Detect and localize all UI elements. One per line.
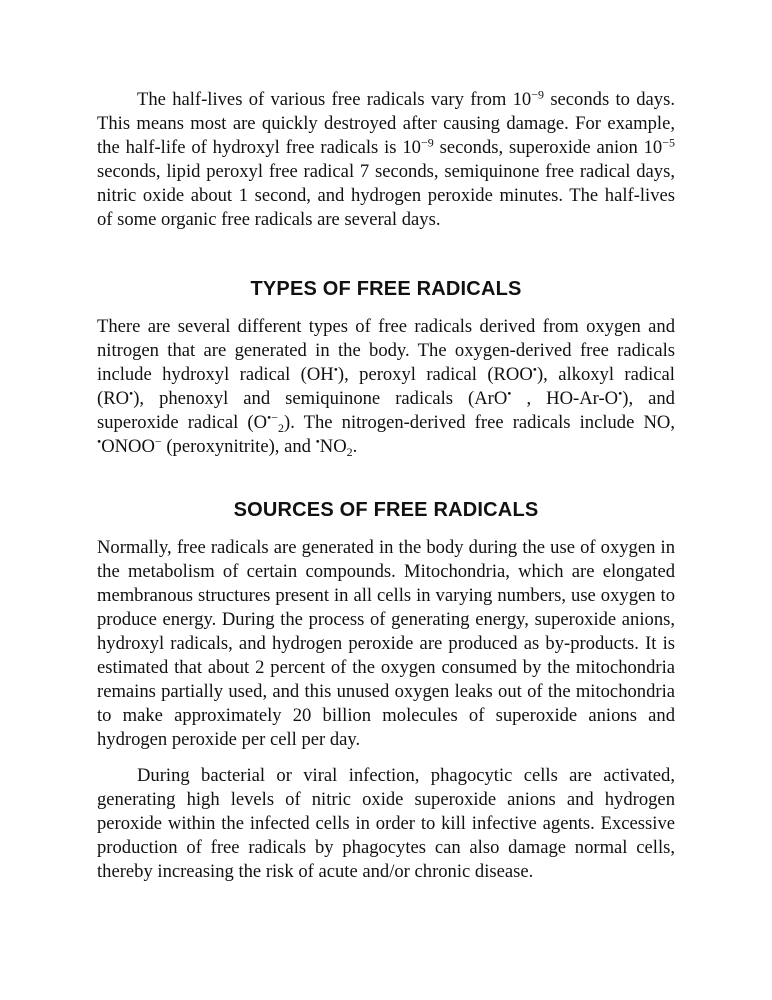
text-run: .	[352, 436, 358, 457]
paragraph-infection: During bacterial or viral infection, phagocytic cells are activated, generating high levels of nitric oxide superoxide anions and hydrogen peroxide within the infected cells in order to kill infective agents. Excessive production of free radicals by phagocytes can also damage normal cells, thereby increasing the risk of acute and/or chronic disease.	[97, 765, 675, 882]
text-run: ), peroxyl radical (ROO	[337, 364, 533, 385]
subscript: 2	[346, 445, 353, 460]
radical-dot: •	[315, 434, 320, 449]
text-run: ), phenoxyl and semiquinone radicals (ArO	[133, 388, 508, 409]
document-page	[97, 88, 675, 884]
radical-dot: •	[97, 434, 102, 449]
text-run: ONOO	[101, 436, 155, 457]
text-run: ), and superoxide radical (O	[97, 388, 675, 433]
text-run: seconds to days. This means most are quickly destroyed after causing damage. For example, the half-life of hydroxyl free radicals is 10	[97, 89, 675, 158]
text-run: There are several different types of free radicals derived from oxygen and nitrogen that are generated in the body. The oxygen-derived free radicals include hydroxyl radical (OH	[97, 316, 675, 385]
paragraph-types	[97, 315, 675, 459]
text-run: (peroxynitrite), and	[161, 436, 316, 457]
text-run: , HO-Ar-O	[511, 388, 619, 409]
radical-dot: •	[618, 386, 623, 401]
text-run: ). The nitrogen-derived free radicals include NO,	[284, 412, 675, 433]
exponent: −9	[531, 87, 545, 102]
text-run: seconds, superoxide anion 10	[433, 137, 663, 158]
text-run: ), alkoxyl radical (RO	[97, 364, 675, 409]
text-run: The half-lives of various free radicals vary from 10	[137, 89, 532, 110]
subscript: 2	[278, 421, 284, 436]
section-heading-types: TYPES OF FREE RADICALS	[250, 278, 522, 300]
radical-dot: •	[333, 362, 338, 377]
exponent: −5	[662, 135, 675, 150]
radical-dot: •	[129, 386, 134, 401]
exponent: −9	[420, 135, 434, 150]
text-run: NO	[319, 436, 347, 457]
radical-dot: •	[507, 386, 512, 401]
text-run: seconds, lipid peroxyl free radical 7 seconds, semiquinone free radical days, nitric oxide about 1 second, and hydrogen peroxide minutes. The half-lives of some organic free radicals are several days.	[97, 161, 675, 230]
paragraph-half-lives	[97, 88, 675, 232]
radical-superscript: •−	[267, 410, 278, 425]
paragraph-sources: Normally, free radicals are generated in the body during the use of oxygen in the metabolism of certain compounds. Mitochondria, which are elongated membranous structures present in all cells in varying numbers, use oxygen to produce energy. During the process of generating energy, superoxide anions, hydroxyl radicals, and hydrogen peroxide are produced as by-products. It is estimated that about 2 percent of the oxygen consumed by the mitochondria remains partially used, and this unused oxygen leaks out of the mitochondria to make approximately 20 billion molecules of superoxide anions and hydrogen peroxide per cell per day.	[97, 537, 675, 750]
section-heading-sources: SOURCES OF FREE RADICALS	[233, 499, 539, 521]
charge-superscript: −	[154, 434, 162, 449]
radical-dot: •	[532, 362, 537, 377]
